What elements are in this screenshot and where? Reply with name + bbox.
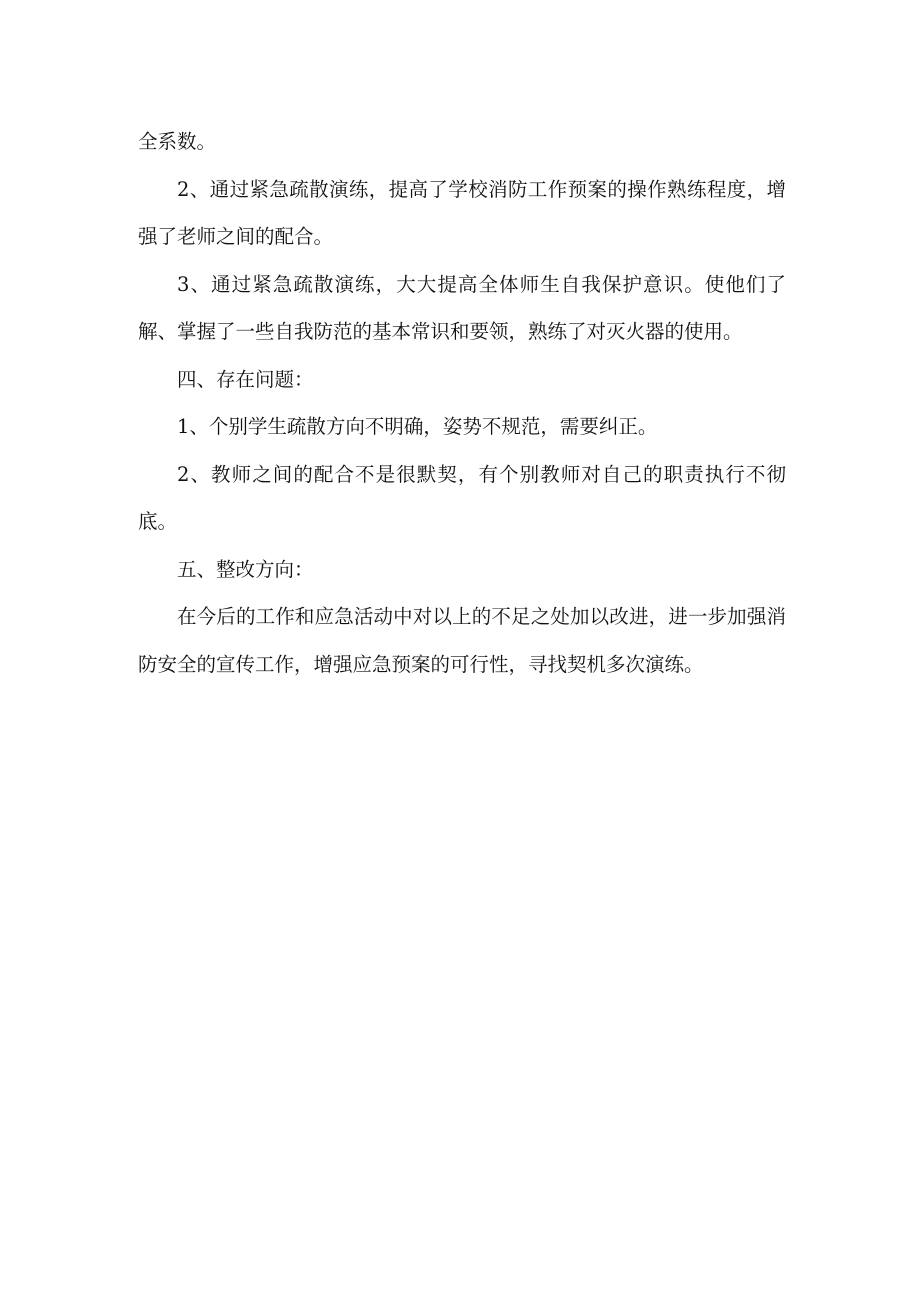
paragraph-result-3: 3、通过紧急疏散演练，大大提高全体师生自我保护意识。使他们了解、掌握了一些自我防范的基本常识和要领，熟练了对灭火器的使用。 <box>138 272 786 343</box>
section-heading-rectify: 五、整改方向： <box>177 557 314 581</box>
section-heading-problems: 四、存在问题： <box>177 367 314 391</box>
paragraph-rectify: 在今后的工作和应急活动中对以上的不足之处加以改进，进一步加强消防安全的宣传工作，增强应急预案的可行性，寻找契机多次演练。 <box>138 605 786 676</box>
paragraph-result-2: 2、通过紧急疏散演练，提高了学校消防工作预案的操作熟练程度，增强了老师之间的配合。 <box>138 177 786 248</box>
document-body <box>138 118 786 688</box>
paragraph-problem-2: 2、教师之间的配合不是很默契，有个别教师对自己的职责执行不彻底。 <box>138 462 786 533</box>
paragraph-continuation: 全系数。 <box>138 130 217 153</box>
paragraph-problem-1: 1、个别学生疏散方向不明确，姿势不规范，需要纠正。 <box>177 415 658 438</box>
